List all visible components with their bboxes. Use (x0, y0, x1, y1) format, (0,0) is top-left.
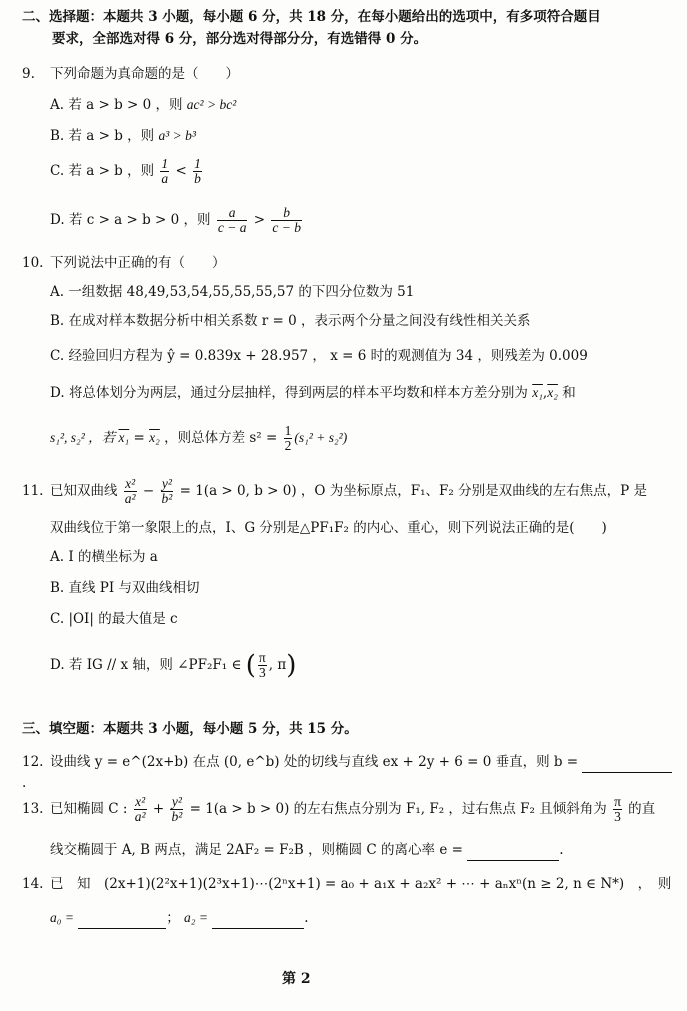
question-13-line2: 线交椭圆于 A, B 两点，满足 2AF₂ = F₂B ，则椭圆 C 的离心率 e = . (50, 840, 673, 861)
fraction: $\frac{1}{b}$ (194, 156, 201, 186)
q11-option-c: C. |OI| 的最大值是 c (50, 611, 178, 627)
q9-option-c: C. 若 a > b ，则 $\frac{1}{a}$ < $\frac{1}{b}$ (50, 156, 201, 186)
fraction: $\frac{\text{y²}}{\text{b²}}$ (171, 794, 183, 824)
fraction: $\frac{\text{x²}}{\text{a²}}$ (124, 476, 136, 506)
answer-blank[interactable] (467, 840, 559, 861)
question-13: 13. 已知椭圆 C : $\frac{\text{x²}}{\text{a²}}$ + $\frac{\text{y²}}{\text{b²}}$ = 1(a > b > 0) 的左右焦点分别为 F₁, F₂ ，过右焦点 F₂ 且倾斜角为 $\frac{\pi}{3}$ 的直 (22, 794, 656, 824)
answer-blank[interactable] (582, 752, 672, 773)
q10-option-a: A. 一组数据 48,49,53,54,55,55,55,57 的下四分位数为 51 (50, 284, 415, 300)
q10-option-d: D. 将总体划分为两层，通过分层抽样，得到两层的样本平均数和样本方差分别为 x₁,x₂ 和 (50, 385, 576, 401)
fraction: $\frac{\text{y²}}{\text{b²}}$ (161, 476, 173, 506)
section-2-heading: 二、选择题：本题共 3 小题，每小题 6 分，共 18 分，在每小题给出的选项中，有多项符合题目 要求，全部选对得 6 分，部分选对得部分分，有选错得 0 分。 (22, 9, 601, 47)
q11-option-d: D. 若 IG // x 轴，则 ∠PF₂F₁ ∈ ( $\frac{\pi}{3}$ , π) (50, 650, 297, 681)
question-10: 10. 下列说法中正确的有（ ） (22, 255, 226, 271)
page-number: 第 2 (282, 971, 311, 987)
question-14-line2: a₀ = ； a₂ = . (50, 908, 673, 929)
q9-option-d: D. 若 c > a > b > 0 ，则 $\frac{a}{c - a}$ > $\frac{b}{c - b}$ (50, 205, 301, 235)
answer-blank-a0[interactable] (78, 908, 166, 929)
fraction: $\frac{\text{x²}}{\text{a²}}$ (134, 794, 146, 824)
fraction: $\frac{a}{c - a}$ (217, 205, 247, 235)
question-14: 14. 已 知 (2x+1)(2²x+1)(2³x+1)⋯(2ⁿx+1) = a₀ + a₁x + a₂x² + ⋯ + aₙxⁿ(n ≥ 2, n ∈ N*) ， 则 (22, 876, 672, 892)
fraction: $\frac{1}{2}$ (284, 423, 292, 453)
q11-option-b: B. 直线 PI 与双曲线相切 (50, 580, 200, 596)
question-11: 11. 已知双曲线 $\frac{\text{x²}}{\text{a²}}$ − $\frac{\text{y²}}{\text{b²}}$ = 1(a > 0, b > 0) ，O 为坐标原点，F₁、F₂ 分别是双曲线的左右焦点，P 是 (22, 476, 647, 506)
fraction: $\frac{\pi}{3}$ (614, 794, 621, 824)
question-11-line2: 双曲线位于第一象限上的点，I、G 分别是△PF₁F₂ 的内心、重心，则下列说法正确的是( ) (50, 520, 607, 536)
section-3-heading: 三、填空题：本题共 3 小题，每小题 5 分，共 15 分。 (22, 721, 358, 737)
q10-option-b: B. 在成对样本数据分析中相关系数 r = 0 ，表示两个分量之间没有线性相关关系 (50, 313, 531, 329)
fraction: $\frac{b}{c - b}$ (272, 205, 301, 235)
q10-option-d-line2: s₁², s₂² ，若 x₁ = x₂ ，则总体方差 s² = $\frac{1}{2}$ (s₁² + s₂²) (50, 423, 348, 453)
question-9: 9. 下列命题为真命题的是（ ） (22, 66, 239, 82)
q9-option-a: A. 若 a > b > 0 ，则 ac² > bc² (50, 97, 237, 113)
question-12: 12. 设曲线 y = e^(2x+b) 在点 (0, e^b) 处的切线与直线 ex + 2y + 6 = 0 垂直，则 b = . (22, 752, 673, 793)
answer-blank-a2[interactable] (212, 908, 304, 929)
q10-option-c: C. 经验回归方程为 ŷ = 0.839x + 28.957 ， x = 6 时的观测值为 34 ，则残差为 0.009 (50, 348, 588, 364)
q11-option-a: A. I 的横坐标为 a (50, 549, 158, 565)
q9-option-b: B. 若 a > b ，则 a³ > b³ (50, 128, 196, 144)
fraction: $\frac{1}{a}$ (161, 156, 169, 186)
fraction: $\frac{\pi}{3}$ (258, 650, 266, 680)
